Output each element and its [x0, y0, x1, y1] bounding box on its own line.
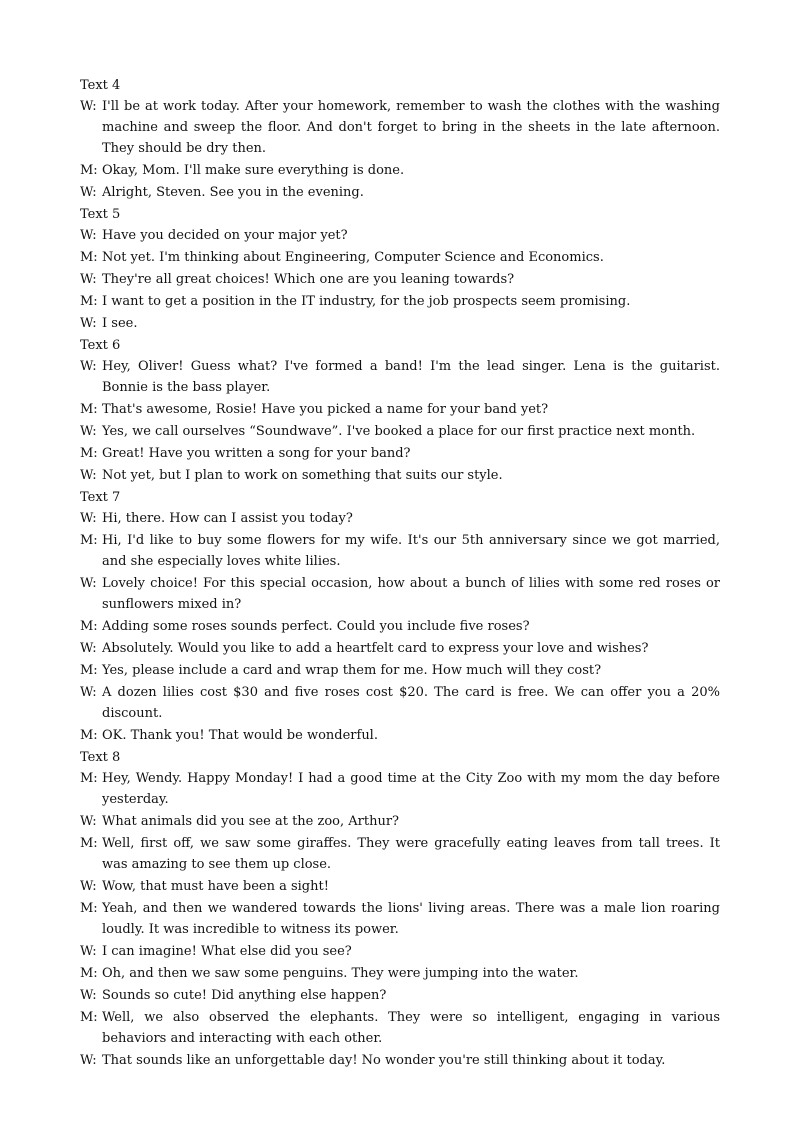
dialogue-text: What animals did you see at the zoo, Arthur?: [102, 814, 400, 829]
dialogue-text: Have you decided on your major yet?: [102, 228, 348, 243]
speaker-label: W:: [80, 685, 97, 700]
speaker-label: W:: [80, 1053, 97, 1068]
dialogue-text: Oh, and then we saw some penguins. They were jumping into the water.: [102, 966, 579, 981]
dialogue-text: That sounds like an unforgettable day! No wonder you're still thinking about it today.: [102, 1053, 666, 1068]
speaker-label: W:: [80, 944, 97, 959]
dialogue-text: Hi, there. How can I assist you today?: [102, 511, 353, 526]
dialogue-line: [80, 225, 720, 246]
dialogue-text: Yes, please include a card and wrap them for me. How much will they cost?: [102, 663, 602, 678]
dialogue-text: I see.: [102, 316, 138, 331]
dialogue-line: [80, 985, 720, 1006]
dialogue-text: Not yet, but I plan to work on something that suits our style.: [102, 468, 503, 483]
speaker-label: M:: [80, 533, 98, 548]
section-text-4: [0, 0, 800, 203]
dialogue-text: Great! Have you written a song for your band?: [102, 446, 411, 461]
dialogue-line: [80, 616, 720, 637]
section-heading: Text 6: [80, 338, 121, 353]
dialogue-line: [80, 833, 720, 875]
dialogue-line: [80, 269, 720, 290]
dialogue-text: Sounds so cute! Did anything else happen?: [102, 988, 387, 1003]
dialogue-line: [80, 1050, 720, 1071]
dialogue-text: Yeah, and then we wandered towards the lions' living areas. There was a male lion roaring loudly. It was incredible to witness its power.: [102, 901, 720, 937]
dialogue-line: [80, 876, 720, 897]
speaker-label: W:: [80, 424, 97, 439]
speaker-label: M:: [80, 163, 98, 178]
dialogue-text: OK. Thank you! That would be wonderful.: [102, 728, 378, 743]
dialogue-text: Well, we also observed the elephants. They were so intelligent, engaging in various behaviors and interacting with each other.: [102, 1010, 720, 1046]
dialogue-line: [80, 96, 720, 159]
dialogue-line: [80, 247, 720, 268]
dialogue-line: [80, 811, 720, 832]
dialogue-line: [80, 530, 720, 572]
speaker-label: W:: [80, 511, 97, 526]
dialogue-line: [80, 573, 720, 615]
speaker-label: W:: [80, 468, 97, 483]
dialogue-line: [80, 768, 720, 810]
speaker-label: M:: [80, 294, 98, 309]
speaker-label: M:: [80, 836, 98, 851]
section-heading: Text 8: [80, 750, 121, 765]
dialogue-text: Wow, that must have been a sight!: [102, 879, 329, 894]
speaker-label: M:: [80, 901, 98, 916]
speaker-label: M:: [80, 619, 98, 634]
section-heading: Text 7: [80, 490, 121, 505]
speaker-label: W:: [80, 99, 97, 114]
dialogue-line: [80, 465, 720, 486]
speaker-label: M:: [80, 402, 98, 417]
dialogue-text: Hey, Wendy. Happy Monday! I had a good time at the City Zoo with my mom the day before yesterday.: [102, 771, 720, 807]
speaker-label: W:: [80, 814, 97, 829]
dialogue-text: I'll be at work today. After your homework, remember to wash the clothes with the washing machine and sweep the floor. And don't forget to bring in the sheets in the late afternoon. They should be dry then.: [102, 99, 720, 156]
section-text-5: [0, 204, 800, 334]
dialogue-line: [80, 660, 720, 681]
speaker-label: M:: [80, 771, 98, 786]
dialogue-text: Okay, Mom. I'll make sure everything is done.: [102, 163, 405, 178]
section-heading: Text 4: [80, 78, 121, 93]
dialogue-text: Yes, we call ourselves “Soundwave”. I've booked a place for our first practice next month.: [102, 424, 696, 439]
dialogue-text: Well, first off, we saw some giraffes. They were gracefully eating leaves from tall trees. It was amazing to see them up close.: [102, 836, 720, 872]
dialogue-line: [80, 898, 720, 940]
dialogue-line: [80, 160, 720, 181]
dialogue-text: Not yet. I'm thinking about Engineering, Computer Science and Economics.: [102, 250, 604, 265]
speaker-label: M:: [80, 446, 98, 461]
dialogue-text: Hey, Oliver! Guess what? I've formed a band! I'm the lead singer. Lena is the guitarist. Bonnie is the bass player.: [102, 359, 720, 395]
speaker-label: W:: [80, 879, 97, 894]
speaker-label: M:: [80, 663, 98, 678]
dialogue-line: [80, 682, 720, 724]
dialogue-line: [80, 963, 720, 984]
speaker-label: W:: [80, 316, 97, 331]
dialogue-text: A dozen lilies cost $30 and five roses cost $20. The card is free. We can offer you a 20% discount.: [102, 685, 720, 721]
speaker-label: W:: [80, 576, 97, 591]
dialogue-line: [80, 399, 720, 420]
speaker-label: M:: [80, 966, 98, 981]
dialogue-line: [80, 1007, 720, 1049]
dialogue-text: Adding some roses sounds perfect. Could you include five roses?: [102, 619, 530, 634]
speaker-label: W:: [80, 359, 97, 374]
dialogue-line: [80, 421, 720, 442]
speaker-label: M:: [80, 728, 98, 743]
dialogue-text: Hi, I'd like to buy some flowers for my wife. It's our 5th anniversary since we got married, and she especially loves white lilies.: [102, 533, 720, 569]
dialogue-text: Lovely choice! For this special occasion, how about a bunch of lilies with some red roses or sunflowers mixed in?: [102, 576, 720, 612]
dialogue-text: That's awesome, Rosie! Have you picked a name for your band yet?: [102, 402, 549, 417]
dialogue-line: [80, 941, 720, 962]
speaker-label: W:: [80, 641, 97, 656]
speaker-label: M:: [80, 1010, 98, 1025]
dialogue-line: [80, 291, 720, 312]
speaker-label: M:: [80, 250, 98, 265]
section-text-8: [0, 747, 800, 1071]
dialogue-text: They're all great choices! Which one are you leaning towards?: [102, 272, 515, 287]
speaker-label: W:: [80, 272, 97, 287]
speaker-label: W:: [80, 185, 97, 200]
dialogue-line: [80, 508, 720, 529]
dialogue-text: Absolutely. Would you like to add a heartfelt card to express your love and wishes?: [102, 641, 649, 656]
dialogue-line: [80, 638, 720, 659]
dialogue-text: I want to get a position in the IT industry, for the job prospects seem promising.: [102, 294, 631, 309]
speaker-label: W:: [80, 988, 97, 1003]
section-heading: Text 5: [80, 207, 121, 222]
dialogue-text: Alright, Steven. See you in the evening.: [102, 185, 364, 200]
dialogue-line: [80, 356, 720, 398]
dialogue-line: [80, 443, 720, 464]
dialogue-line: [80, 313, 720, 334]
dialogue-line: [80, 182, 720, 203]
section-text-7: [0, 487, 800, 746]
dialogue-line: [80, 725, 720, 746]
section-text-6: [0, 335, 800, 486]
speaker-label: W:: [80, 228, 97, 243]
dialogue-text: I can imagine! What else did you see?: [102, 944, 352, 959]
